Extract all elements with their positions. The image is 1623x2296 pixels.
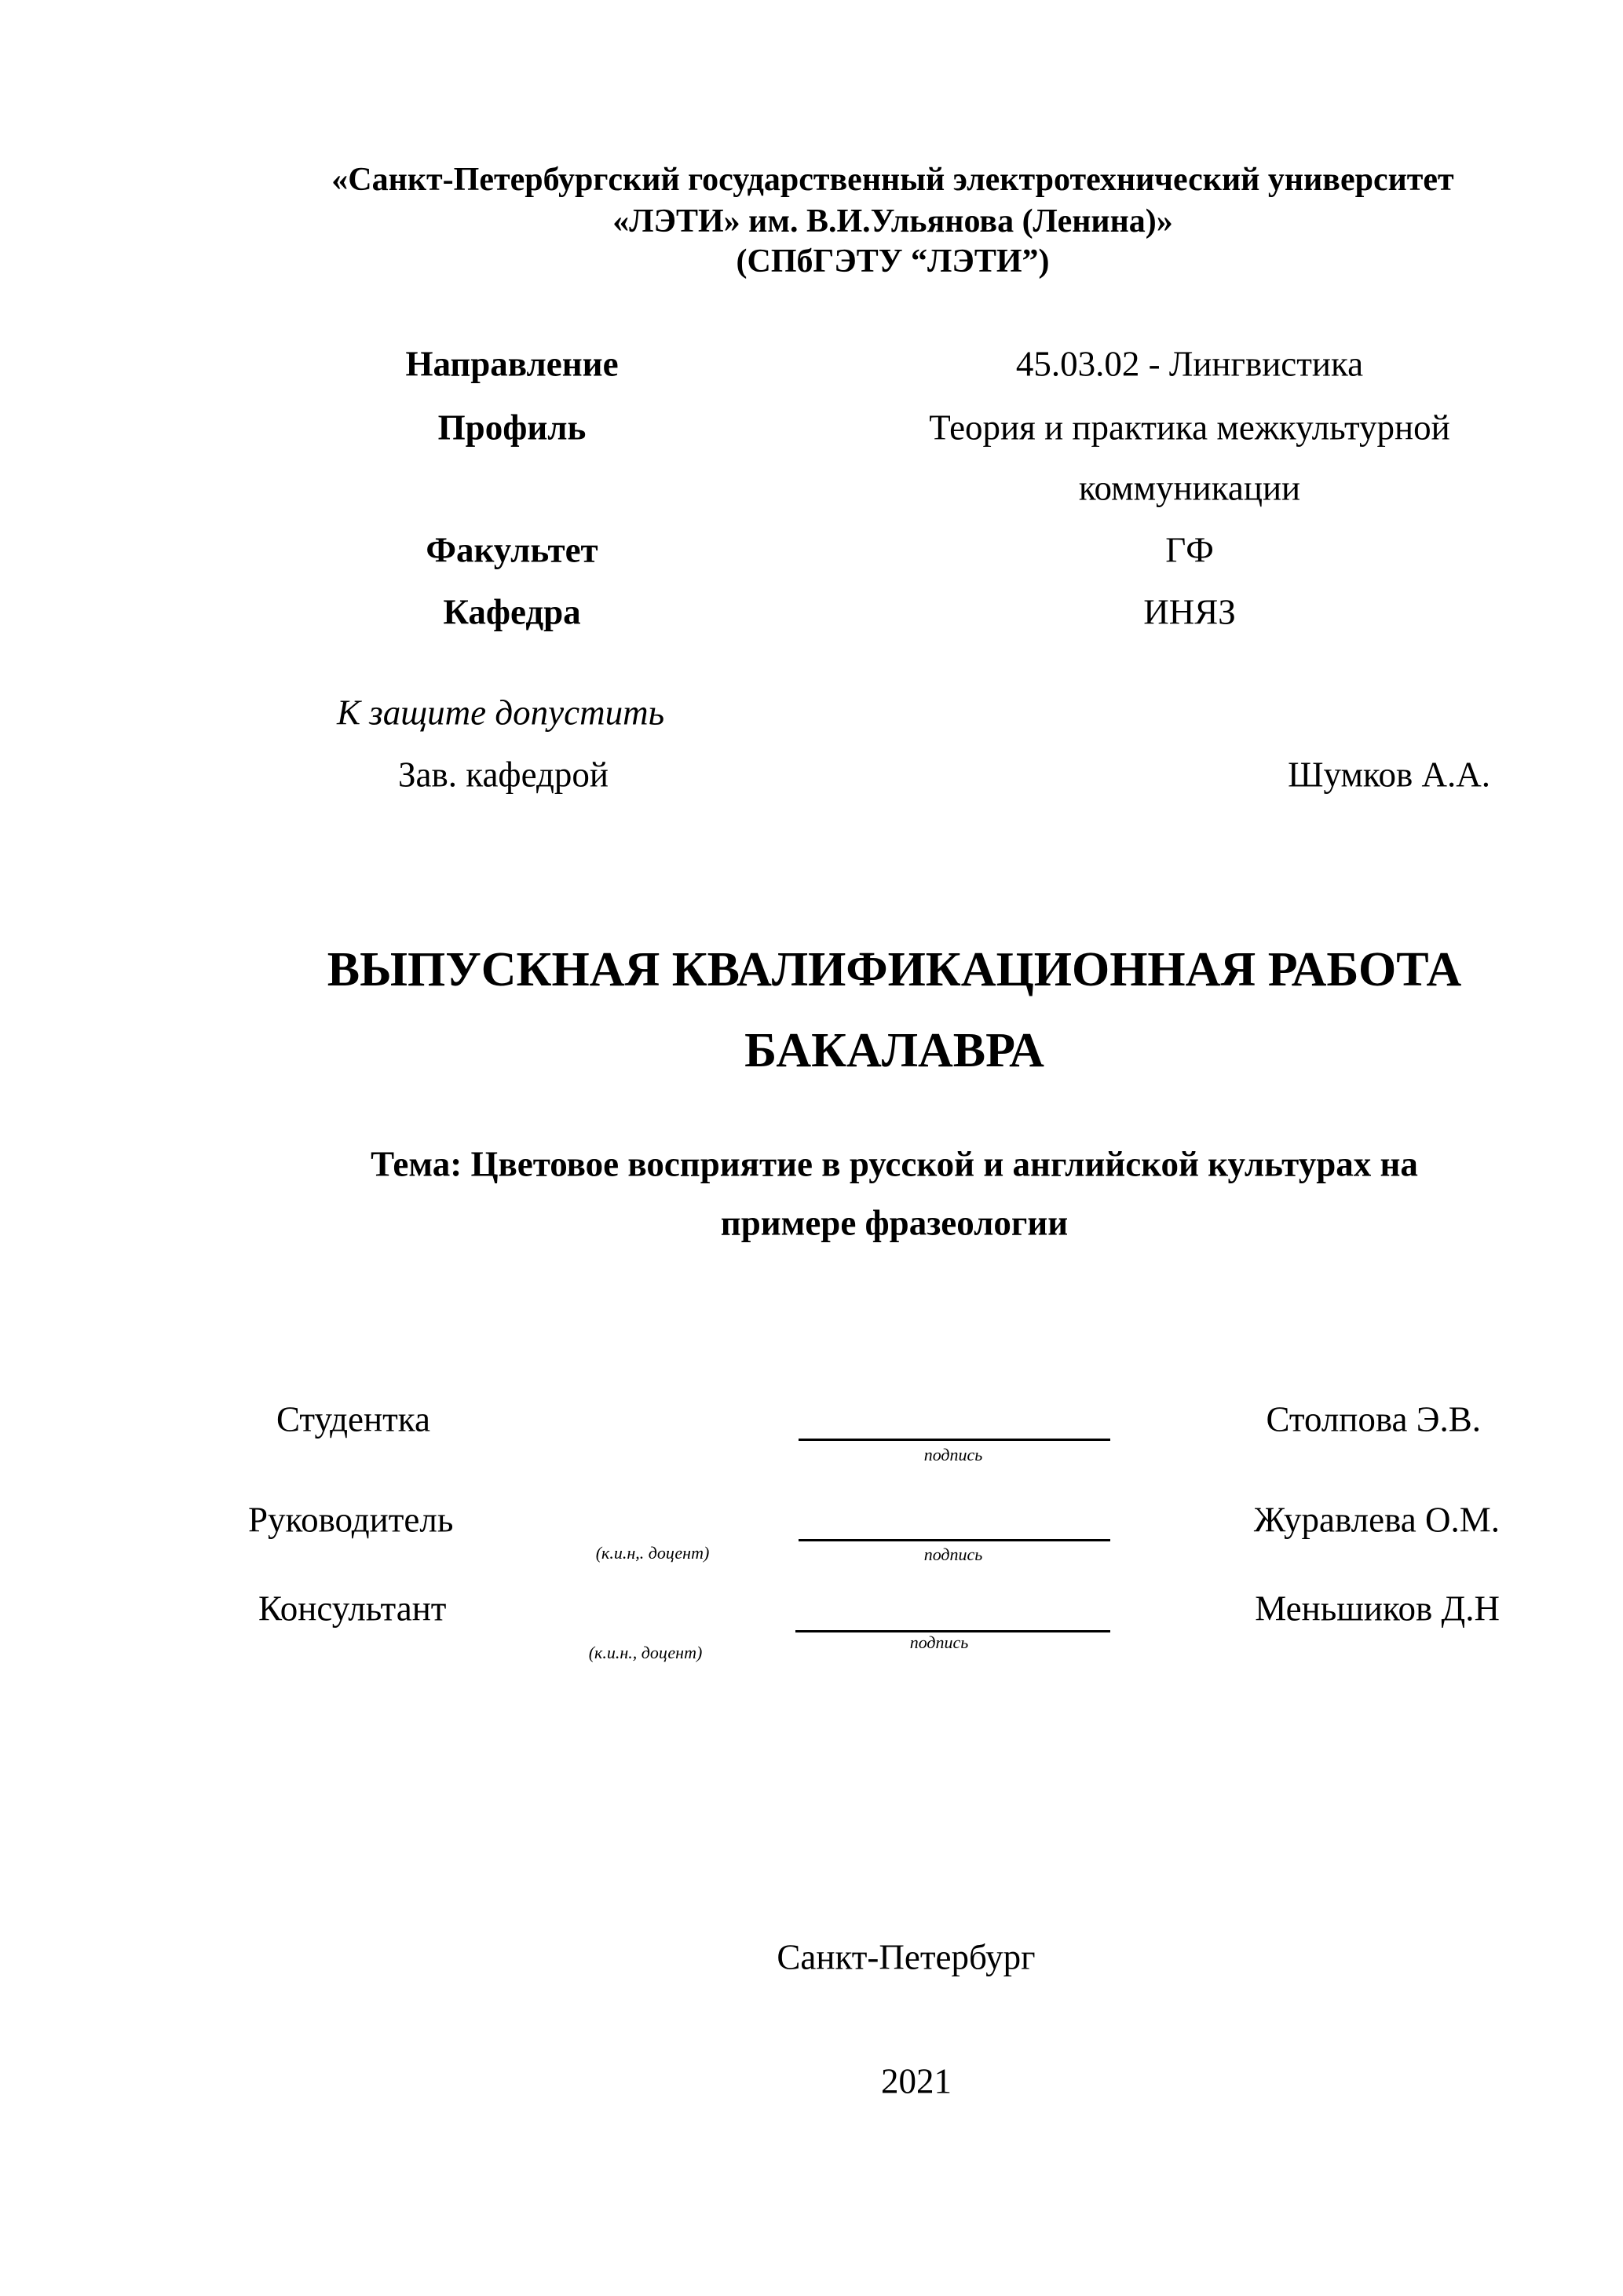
signature-role: Студентка: [276, 1399, 430, 1439]
signature-label: подпись: [923, 1545, 983, 1564]
faculty-value: ГФ: [1165, 530, 1214, 570]
signature-line: [799, 1539, 1110, 1541]
direction-label: Направление: [405, 344, 619, 384]
signature-label: подпись: [923, 1445, 983, 1464]
faculty-label: Факультет: [426, 530, 598, 570]
admission-name: Шумков А.А.: [1288, 755, 1490, 795]
department-value: ИНЯЗ: [1143, 592, 1236, 632]
year: 2021: [881, 2061, 952, 2101]
signature-role: Руководитель: [248, 1500, 454, 1540]
signature-line: [799, 1439, 1110, 1441]
title-line1: ВЫПУСКНАЯ КВАЛИФИКАЦИОННАЯ РАБОТА: [327, 943, 1462, 996]
city: Санкт-Петербург: [777, 1937, 1036, 1977]
signature-name: Меньшиков Д.Н: [1255, 1589, 1500, 1629]
direction-value: 45.03.02 - Лингвистика: [1015, 344, 1364, 384]
signature-name: Журавлева О.М.: [1253, 1500, 1500, 1540]
university-abbr: (СПбГЭТУ “ЛЭТИ”): [736, 243, 1050, 280]
university-name-line2: «ЛЭТИ» им. В.И.Ульянова (Ленина)»: [612, 203, 1173, 239]
admission-heading: К защите допустить: [337, 693, 665, 733]
signature-label: подпись: [909, 1632, 969, 1652]
title-line2: БАКАЛАВРА: [744, 1024, 1044, 1077]
admission-role: Зав. кафедрой: [398, 755, 609, 795]
profile-value-line2: коммуникации: [1078, 468, 1301, 508]
university-name-line1: «Санкт-Петербургский государственный электротехнический университет: [331, 162, 1454, 198]
signature-role: Консультант: [258, 1589, 447, 1629]
topic-line2: примере фразеологии: [720, 1203, 1069, 1243]
signature-degree: (к.и.н,. доцент): [595, 1543, 710, 1563]
signature-name: Столпова Э.В.: [1266, 1399, 1481, 1439]
profile-label: Профиль: [437, 408, 587, 448]
profile-value: Теория и практика межкультурной: [929, 408, 1450, 448]
topic-line1: Тема: Цветовое восприятие в русской и английской культурах на: [371, 1144, 1418, 1184]
signature-degree: (к.и.н., доцент): [588, 1643, 703, 1662]
department-label: Кафедра: [443, 592, 581, 632]
